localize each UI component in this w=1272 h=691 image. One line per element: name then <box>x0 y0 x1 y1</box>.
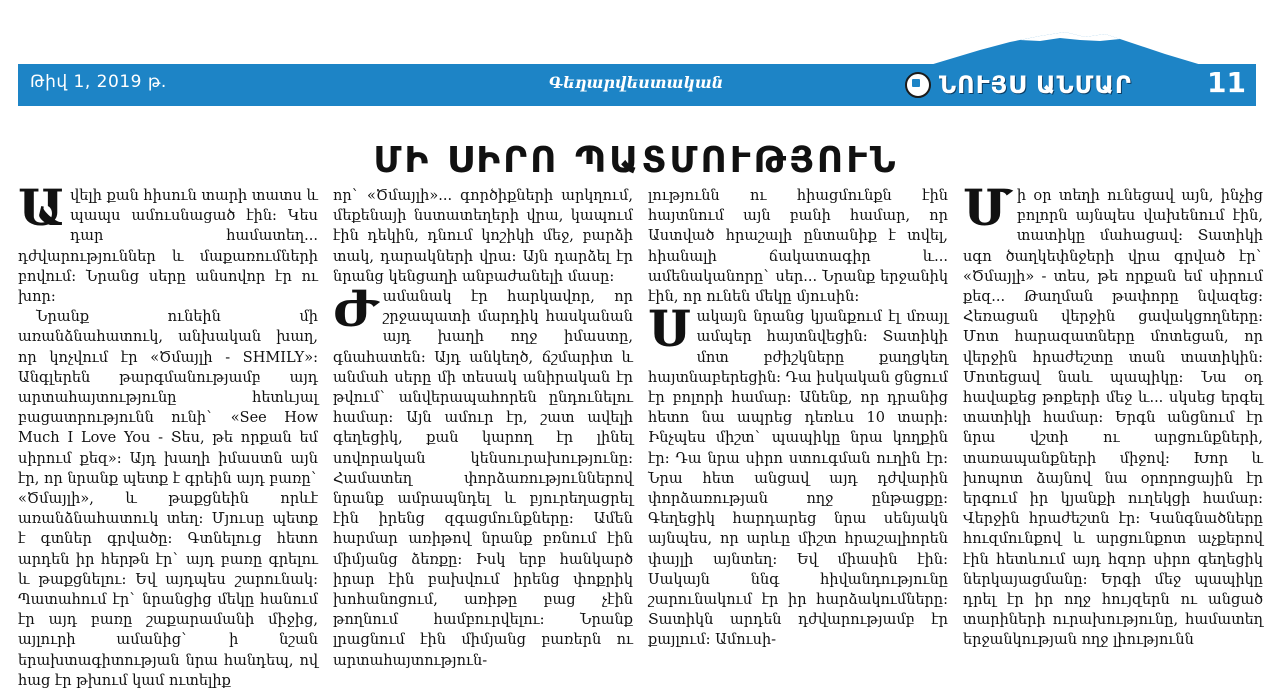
paragraph <box>333 186 633 287</box>
paragraph-text: Նրանք ունեին մի առանձնահատուկ, անխական խաղ, որ կոչվում էր «Ծմայլի - SHMILY»: Անգլերեն թարգմանությամբ այդ արտահայտությունը հետևյալ բացատրությունն ունի` «See How Much I Love You - Տես, թե որքան եմ սիրում քեզ»: Այդ խաղի իմաստն այն էր, որ նրանք պետք է գրեին այդ բառը` «Ծմայլի», և թաքցնեին որևէ առանձնահատուկ տեղ: Մյուսը պետք է գտներ գրվածը: Գտնելուց հետո արդեն իր հերթն էր` այդ բառը գրելու և թաքցնելու: Եվ այդպես շարունակ: Պատահում էր` նրանցից մեկը հանում էր այդ բառը շաքարամանի միջից, այլուրի ամանից` ի նշան երախտագիտության նրա հանդեպ, ով հաց էր թխում կամ ուտելիք <box>18 309 318 689</box>
page-number: 11 <box>1207 66 1246 99</box>
section-label: Գեղարվեստական <box>548 73 724 92</box>
paragraph-text: վելի քան հիսուն տարի տատս և պապս ամուսնացած էին: Կես դար համատեղ... դժվարություններ և մաքառումների բովում: Նրանց սերը անսովոր էր ու խոր: <box>18 188 318 306</box>
paragraph <box>648 299 949 650</box>
masthead-logo <box>905 66 1132 104</box>
article-column-4 <box>963 178 1263 649</box>
paragraph <box>18 178 318 307</box>
paragraph-text: ակայն նրանց կյանքում էլ մռայլ ամպեր հայտնվեցին: Տատիկի մոտ բժիշկները քաղցկեղ հայտնաբերեցին: Դա իսկական ցնցում էր բոլորի համար: Անենք, որ դրանից հետո նա ապրեց դեռևս 10 տարի: Ինչպես միշտ` պապիկը նրա կողքին էր: Դա նրա սիրո ստուգման ուղին էր: Նրա հետ անցավ այդ դժվարին փորձառության ողջ ընթացքը: Գեղեցիկ հարդարեց նրա սենյակն այնպես, որ արևը միշտ հրաշալիորեն փայլի այնտեղ: Եվ միասին էին: Սակայն ննգ հիվանդությունը շարունակում էր իր հարձակումները: Տատիկն արդեն դժվարությամբ էր քայլում: Ամուսի- <box>648 309 949 649</box>
paragraph <box>963 178 1263 651</box>
issue-date: Թիվ 1, 2019 թ. <box>30 72 167 92</box>
paragraph-text: ամանակ էր հարկավոր, որ շրջապատի մարդիկ հասկանան այդ խաղի ողջ իմաստը, գնահատեն: Այդ անկեղծ, ճշմարիտ և անմահ սերը մի տեսակ անիրական էր թվում` անվերապահորեն ընդունելու համար: Այն ամուր էր, շատ ավելի գեղեցիկ, քան կարող էր լինել սովորական կենսուրախությունը: Համատեղ փորձառություններով նրանք ամրապնդել և բյուրեղացրել էին իրենց զգացմունքները: Ամեն հարմար առիթով նրանք բռնում էին միմյանց ձեռքը: Իսկ երբ հանկարծ իրար էին բախվում իրենց փոքրիկ խոհանոցում, առիթը բաց չէին թողնում համբուրվելու: Նրանք լրացնում էին միմյանց բառերն ու արտահայտություն- <box>333 289 633 669</box>
masthead-logo-text: ՆՈՒՅՍ ԱՆՄԱՐ <box>939 71 1132 99</box>
article-column-1 <box>18 178 318 689</box>
drop-cap: Ժ <box>333 279 378 339</box>
paragraph-text: լությունն ու հիացմունքն էին հայտնում այն բանի համար, որ Աստված հրաշալի ընտանիք է տվել, հիանալի ճակատագիր և... ամենականորը` սեր... Նրանք երջանիկ էին, որ ունեն մեկը մյուսին: <box>648 188 948 306</box>
emblem-icon <box>905 72 931 98</box>
article-title: ՄԻ ՍԻՐՈ ՊԱՏՄՈՒԹՅՈՒՆ <box>373 140 899 181</box>
paragraph-text: ի օր տեղի ունեցավ այն, ինչից բոլորն այնպես վախենում էին, տատիկը մահացավ: Տատիկի սգո ծաղկեփնջերի վրա գրված էր` «Ծմայլի» - տես, թե որքան եմ սիրում քեզ... Թաղման թափորը նվազեց: Հեռացան վերջին ցավակցողները: Մոտ հարազատները մոտեցան, որ վերջին հրաժեշտը տան տատիկին: Մոտեցավ նաև պապիկը: Նա օդ հավաքեց թոքերի մեջ և... սկսեց երգել տատիկի համար: Երգն անցնում էր նրա վշտի ու արցունքների, տառապանքների միջով: Խոր և խոպոտ ձայնով նա օրորոցային էր երգում իր կյանքի ուղեկցի համար: Վերջին հրաժեշտն էր: Կանգնածները հուզմունքով և արցունքոտ աչքերով էին հետևում այդ հզոր սիրո գեղեցիկ ներկայացմանը: Երգի մեջ պապիկը դրել էր իր ողջ հույզերն ու անցած տարիների ուրախությունը, համատեղ երջանկության ողջ լիությունն <box>963 188 1263 649</box>
paragraph <box>648 186 948 307</box>
article-column-2 <box>333 186 633 669</box>
drop-cap: Ա <box>18 178 66 237</box>
paragraph-text: որ` «Ծմայլի»... գործիքների արկղում, մեքենայի նստատեղերի վրա, կապում էին դեկին, դնում կոշիկի մեջ, բարձի տակ, դարակների վրա: Այն դարձել էր նրանց կենցաղի անբաժանելի մասը: <box>333 188 633 285</box>
drop-cap: Ս <box>648 299 692 359</box>
paragraph <box>18 307 318 691</box>
paragraph <box>333 279 633 671</box>
drop-cap: Մ <box>963 178 1012 237</box>
article-column-3 <box>648 186 949 649</box>
